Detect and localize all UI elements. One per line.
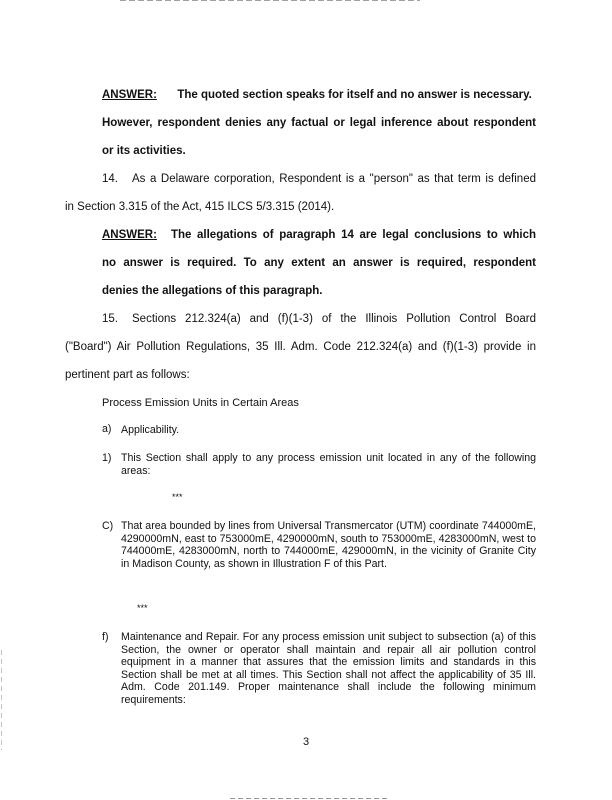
item-f-label: f) (102, 631, 109, 643)
answer-13-line-3: or its activities. (102, 145, 186, 157)
paragraph-number: 14. (102, 173, 118, 185)
paragraph-text: Sections 212.324(a) and (f)(1-3) of the Illinois Pollution Control Board (132, 313, 536, 325)
ellipsis-stars-2: *** (137, 603, 148, 613)
answer-text: The allegations of paragraph 14 are legal conclusions to which (170, 229, 536, 241)
paragraph-14-line-2: in Section 3.315 of the Act, 415 ILCS 5/3.315 (2014). (65, 201, 335, 213)
paragraph-number: 15. (102, 313, 118, 325)
quote-heading: Process Emission Units in Certain Areas (102, 397, 299, 409)
paragraph-14-line-1 (102, 172, 536, 186)
item-a-text: Applicability. (121, 424, 180, 436)
answer-14-line-2: no answer is required. To any extent an answer is required, respondent (102, 257, 536, 269)
item-a-label: a) (102, 423, 112, 435)
page-number: 3 (302, 736, 310, 748)
answer-label: ANSWER: (102, 89, 157, 101)
paragraph-15-line-2: ("Board") Air Pollution Regulations, 35 Ill. Adm. Code 212.324(a) and (f)(1-3) provide in (65, 341, 536, 353)
scan-artifact-left (1, 650, 2, 750)
item-1-text: This Section shall apply to any process emission unit located in any of the following areas: (121, 452, 536, 477)
paragraph-15-line-1 (102, 312, 536, 326)
answer-13-line-2: However, respondent denies any factual or legal inference about respondent (102, 117, 536, 129)
paragraph-text: As a Delaware corporation, Respondent is a "person" as that term is defined (132, 173, 536, 185)
scan-artifact-bottom (230, 798, 390, 799)
item-c-text: That area bounded by lines from Universal Transmercator (UTM) coordinate 744000mE, 4290000mN, east to 753000mE, 4290000mN, south to 753000mE, 4283000mN, west to 744000mE, 4283000mN, north to 744000mE, 429000mN, in the vicinity of Granite City in Madison County, as shown in Illustration F of this Part. (121, 520, 536, 570)
ellipsis-stars-1: *** (172, 492, 183, 502)
answer-14-line-1 (102, 228, 536, 242)
item-f-text: Maintenance and Repair. For any process emission unit subject to subsection (a) of this Section, the owner or operator shall maintain and repair all air pollution control equipment in a manner that assures that the emission limits and standards in this Section shall be met at all times. This Section shall not affect the applicability of 35 Ill. Adm. Code 201.149. Proper maintenance shall include the following minimum requirements: (121, 631, 536, 706)
answer-text: The quoted section speaks for itself and no answer is necessary. (177, 89, 532, 101)
item-c-label: C) (102, 520, 114, 532)
item-1-label: 1) (102, 452, 112, 464)
scan-artifact-top (120, 0, 420, 1)
answer-13-line-1 (102, 88, 532, 102)
paragraph-15-line-3: pertinent part as follows: (65, 369, 190, 381)
answer-label: ANSWER: (102, 229, 157, 241)
answer-14-line-3: denies the allegations of this paragraph. (102, 285, 323, 297)
